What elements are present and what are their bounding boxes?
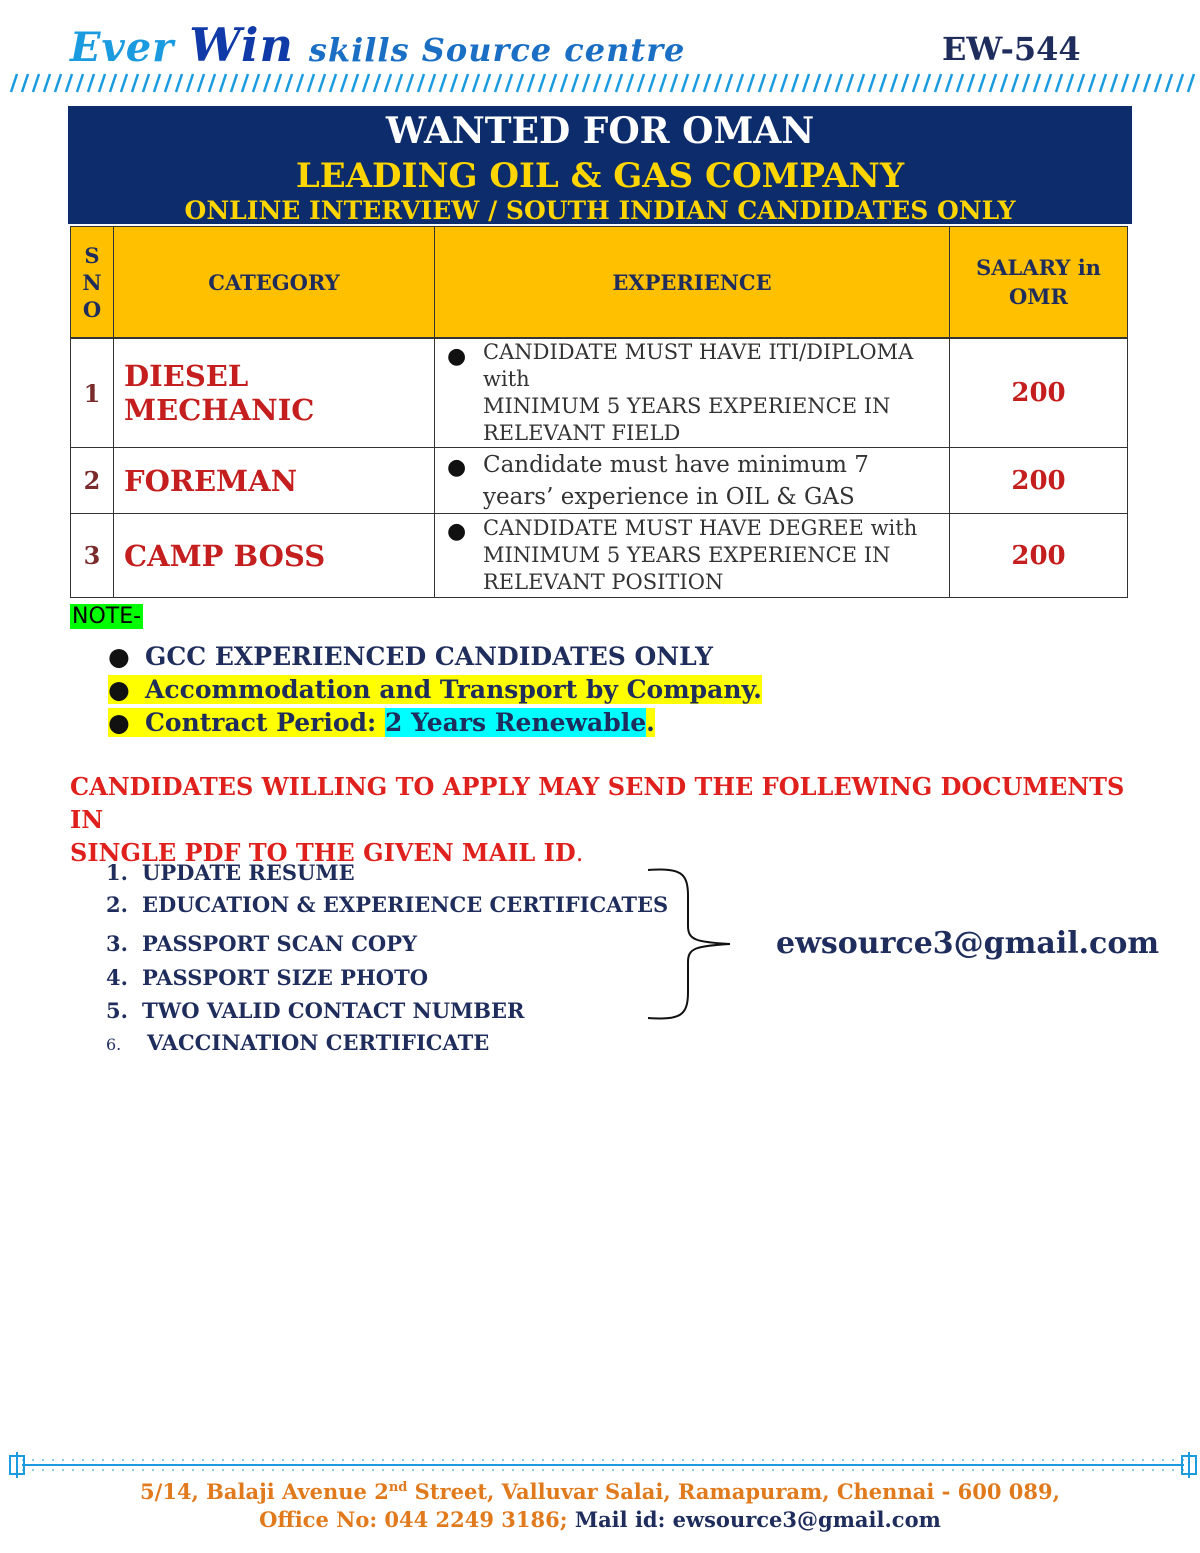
apply-instructions: CANDIDATES WILLING TO APPLY MAY SEND THE FOLLEWING DOCUMENTS IN SINGLE PDF TO THE GIVEN MAIL ID. <box>70 772 1125 867</box>
bullet-icon: ● <box>108 642 130 671</box>
brand-part1: Ever <box>70 24 175 71</box>
list-item: 6. VACCINATION CERTIFICATE <box>106 1030 490 1055</box>
bullet-icon: ● <box>447 455 467 480</box>
bullet-icon: ● <box>447 344 467 369</box>
header-sno: S N O <box>71 227 114 338</box>
brand-part3: skills Source centre <box>308 31 686 69</box>
job-code: EW-544 <box>942 30 1081 68</box>
row-category: FOREMAN <box>114 448 435 514</box>
row-experience: ● CANDIDATE MUST HAVE ITI/DIPLOMA with MINIMUM 5 YEARS EXPERIENCE IN RELEVANT FIELD <box>435 339 950 448</box>
documents-list <box>106 860 668 1062</box>
row-sno: 1 <box>71 339 114 448</box>
row-salary: 200 <box>950 448 1128 514</box>
header-experience: EXPERIENCE <box>435 227 950 338</box>
list-item: ● GCC EXPERIENCED CANDIDATES ONLY <box>108 642 713 671</box>
row-salary: 200 <box>950 514 1128 598</box>
curly-brace-icon <box>640 866 740 1022</box>
header-category: CATEGORY <box>114 227 435 338</box>
row-experience: ● CANDIDATE MUST HAVE DEGREE with MINIMUM 5 YEARS EXPERIENCE IN RELEVANT POSITION <box>435 514 950 598</box>
list-item: 2. EDUCATION & EXPERIENCE CERTIFICATES <box>106 892 669 917</box>
company-logo-text <box>70 18 685 72</box>
title-banner <box>68 106 1132 224</box>
note-list <box>108 640 762 739</box>
footer-address: 5/14, Balaji Avenue 2nd Street, Valluvar Salai, Ramapuram, Chennai - 600 089, Office No: 044 2249 3186; Mail id: ewsource3@gmail.com <box>140 1479 1060 1532</box>
bullet-icon: ● <box>108 675 130 704</box>
header-hatch-divider <box>8 72 1198 94</box>
brand-part2: Win <box>189 18 294 72</box>
table-row <box>71 339 1128 448</box>
list-item: 1. UPDATE RESUME <box>106 860 355 885</box>
list-item: ● Accommodation and Transport by Company. <box>108 675 762 704</box>
row-category: DIESEL MECHANIC <box>114 339 435 448</box>
bullet-icon: ● <box>447 519 467 544</box>
jobs-table <box>70 226 1128 598</box>
banner-note: ONLINE INTERVIEW / SOUTH INDIAN CANDIDATES ONLY <box>184 196 1016 225</box>
note-label: NOTE- <box>72 604 142 629</box>
list-item: 4. PASSPORT SIZE PHOTO <box>106 965 429 990</box>
table-row <box>71 514 1128 598</box>
contact-email[interactable]: ewsource3@gmail.com <box>776 926 1160 961</box>
row-category: CAMP BOSS <box>114 514 435 598</box>
banner-title: WANTED FOR OMAN <box>385 110 815 152</box>
table-row <box>71 448 1128 514</box>
row-experience: ● Candidate must have minimum 7 years’ experience in OIL & GAS <box>435 448 950 514</box>
row-sno: 2 <box>71 448 114 514</box>
banner-subtitle: LEADING OIL & GAS COMPANY <box>295 156 905 196</box>
row-salary: 200 <box>950 339 1128 448</box>
header-salary: SALARY in OMR <box>950 227 1128 338</box>
list-item: 5. TWO VALID CONTACT NUMBER <box>106 998 525 1023</box>
list-item: 3. PASSPORT SCAN COPY <box>106 931 417 956</box>
bullet-icon: ● <box>108 708 130 737</box>
row-sno: 3 <box>71 514 114 598</box>
list-item: ● Contract Period: 2 Years Renewable. <box>108 708 655 737</box>
table-header-row <box>71 227 1128 338</box>
